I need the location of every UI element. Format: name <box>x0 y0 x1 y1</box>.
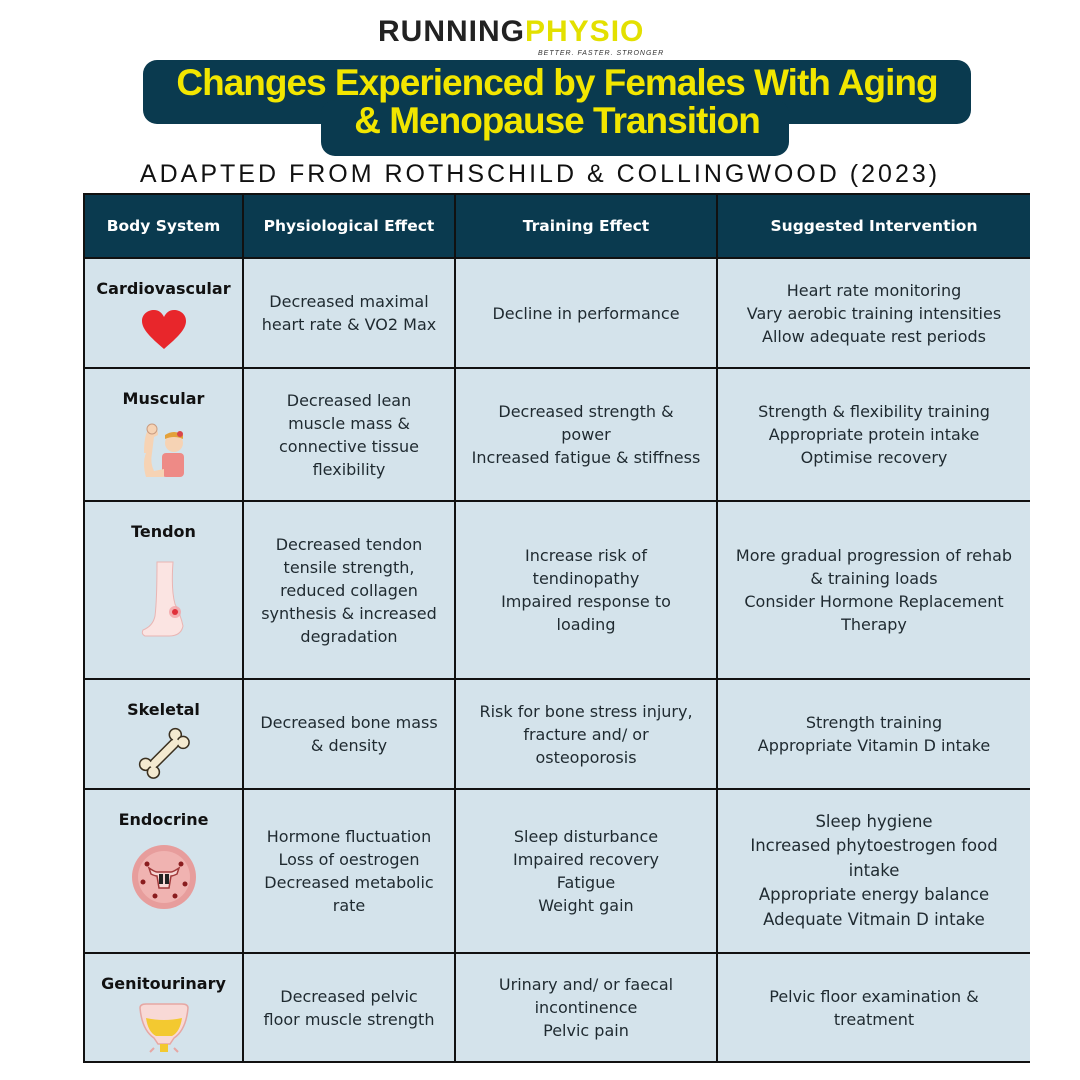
body-system-name: Genitourinary <box>101 974 226 993</box>
body-system-cell <box>85 259 242 367</box>
body-system-name: Endocrine <box>118 810 209 829</box>
cell-text: Decreased strength & power Increased fatigue & stiffness <box>471 402 701 467</box>
logo-wordmark <box>378 14 644 50</box>
training-effect-cell <box>456 259 716 367</box>
body-system-cell <box>85 502 242 678</box>
cell-text: Strength training Appropriate Vitamin D intake <box>757 713 991 755</box>
cell-text: Decreased lean muscle mass & connective tissue flexibility <box>279 390 419 479</box>
cell-text: Strength & flexibility training Appropriate protein intake Optimise recovery <box>758 402 990 467</box>
column-header: Training Effect <box>456 195 716 257</box>
physiological-effect-cell <box>244 369 454 500</box>
body-system-cell <box>85 369 242 500</box>
logo-part-b: PHYSIO <box>525 15 645 48</box>
heart-icon <box>140 309 188 357</box>
logo-tagline: BETTER. FASTER. STRONGER <box>538 50 665 57</box>
cell-text: Sleep disturbance Impaired recovery Fatigue Weight gain <box>512 827 660 915</box>
intervention-cell <box>718 259 1030 367</box>
training-effect-cell <box>456 369 716 500</box>
cell-text: Heart rate monitoring Vary aerobic training intensities Allow adequate rest periods <box>746 280 1002 346</box>
cell-text: Pelvic floor examination & treatment <box>769 986 979 1029</box>
column-header: Physiological Effect <box>244 195 454 257</box>
bone-icon <box>133 724 195 788</box>
body-system-cell <box>85 680 242 788</box>
cell-text: More gradual progression of rehab & training loads Consider Hormone Replacement Therapy <box>735 546 1013 634</box>
cell-text: Sleep hygiene Increased phytoestrogen food intake Appropriate energy balance Adequate Vitmain D intake <box>750 811 998 929</box>
source-citation: ADAPTED FROM ROTHSCHILD & COLLINGWOOD (2023) <box>139 160 941 188</box>
body-system-name: Tendon <box>131 522 196 541</box>
intervention-cell <box>718 369 1030 500</box>
body-system-cell <box>85 790 242 952</box>
cell-text: Decreased pelvic floor muscle strength <box>263 986 435 1029</box>
cell-text: Decreased bone mass & density <box>260 713 438 755</box>
column-header: Body System <box>85 195 242 257</box>
bladder-icon <box>136 1002 192 1062</box>
cell-text: Increase risk of tendinopathy Impaired response to loading <box>501 546 671 634</box>
intervention-cell <box>718 954 1030 1061</box>
intervention-cell <box>718 790 1030 952</box>
uterus-hormone-icon <box>131 844 197 916</box>
changes-table <box>83 193 1030 1063</box>
body-system-name: Muscular <box>122 389 205 408</box>
page-title: Changes Experienced by Females With Aging & Menopause Transition <box>176 62 938 141</box>
brand-logo <box>378 14 668 60</box>
training-effect-cell <box>456 790 716 952</box>
physiological-effect-cell <box>244 954 454 1061</box>
logo-part-a: RUNNING <box>378 15 525 48</box>
cell-text: Hormone fluctuation Loss of oestrogen Decreased metabolic rate <box>264 827 434 915</box>
body-system-cell <box>85 954 242 1061</box>
body-system-name: Cardiovascular <box>96 279 231 298</box>
physiological-effect-cell <box>244 259 454 367</box>
training-effect-cell <box>456 954 716 1061</box>
cell-text: Decline in performance <box>492 303 680 323</box>
flexing-arm-icon <box>138 419 190 485</box>
cell-text: Urinary and/ or faecal incontinence Pelvic pain <box>498 975 674 1040</box>
cell-text: Decreased tendon tensile strength, reduced collagen synthesis & increased degradation <box>261 534 437 646</box>
cell-text: Risk for bone stress injury, fracture and/ or osteoporosis <box>479 701 693 767</box>
physiological-effect-cell <box>244 790 454 952</box>
intervention-cell <box>718 502 1030 678</box>
column-header: Suggested Intervention <box>718 195 1030 257</box>
training-effect-cell <box>456 680 716 788</box>
physiological-effect-cell <box>244 502 454 678</box>
intervention-cell <box>718 680 1030 788</box>
body-system-name: Skeletal <box>127 700 200 719</box>
training-effect-cell <box>456 502 716 678</box>
physiological-effect-cell <box>244 680 454 788</box>
cell-text: Decreased maximal heart rate & VO2 Max <box>261 292 437 334</box>
achilles-tendon-icon <box>139 560 189 644</box>
